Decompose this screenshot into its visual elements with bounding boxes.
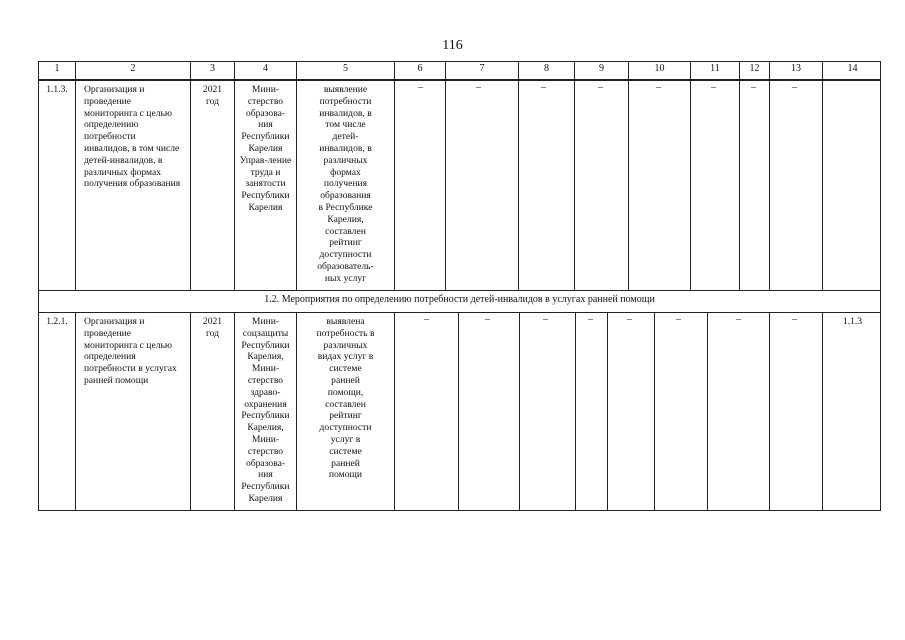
activity-name: Организация и проведение мониторинга с целью определения потребности в услугах ранней помощи bbox=[75, 313, 190, 510]
table-row bbox=[38, 312, 881, 511]
activity-name: Организация и проведение мониторинга с целью определению потребности инвалидов, в том числе детей-инвалидов, в различных формах получения образования bbox=[75, 81, 190, 290]
col-header-11: 11 bbox=[690, 62, 739, 79]
col-header-9: 9 bbox=[574, 62, 628, 79]
result-cell: выявление потребности инвалидов, в том числе детей-инвалидов, в различных формах получения образования в Республике Карелия, составлен рейтинг доступности образователь-ных услуг bbox=[296, 81, 394, 290]
col-header-3: 3 bbox=[190, 62, 234, 79]
col-header-14: 14 bbox=[822, 62, 882, 79]
col-header-1: 1 bbox=[54, 63, 60, 74]
result-cell: выявлена потребность в различных видах услуг в системе ранней помощи, составлен рейтинг доступности услуг в системе ранней помощи bbox=[296, 313, 394, 510]
year-cell: 2021 год bbox=[190, 313, 234, 510]
dash-mark: – bbox=[736, 314, 741, 325]
column-number-header bbox=[38, 61, 881, 80]
col14-cell: 1.1.3 bbox=[822, 313, 882, 510]
dash-mark: – bbox=[676, 314, 681, 325]
dash-mark: – bbox=[751, 82, 756, 93]
executor-cell: Мини-стерство образова-ния Республики Карелия Управ-ление труда и занятости Республики Карелия bbox=[234, 81, 296, 290]
dash-mark: – bbox=[792, 314, 797, 325]
dash-mark: – bbox=[541, 82, 546, 93]
year-cell: 2021 год bbox=[190, 81, 234, 290]
dash-mark: – bbox=[656, 82, 661, 93]
section-heading: 1.2. Мероприятия по определению потребности детей-инвалидов в услугах ранней помощи bbox=[38, 291, 881, 312]
col-header-13: 13 bbox=[769, 62, 822, 79]
col-header-12: 12 bbox=[739, 62, 769, 79]
dash-mark: – bbox=[711, 82, 716, 93]
dash-mark: – bbox=[543, 314, 548, 325]
dash-mark: – bbox=[598, 82, 603, 93]
dash-mark: – bbox=[588, 314, 593, 325]
page-number: 116 bbox=[442, 38, 463, 53]
dash-mark: – bbox=[485, 314, 490, 325]
executor-cell: Мини-соцзащиты Республики Карелия, Мини-стерство здраво-охранения Республики Карелия, Мини-стерство образова-ния Республики Карелия bbox=[234, 313, 296, 510]
dash-mark: – bbox=[424, 314, 429, 325]
dash-mark: – bbox=[792, 82, 797, 93]
table-row bbox=[38, 80, 881, 291]
row-number: 1.1.3. bbox=[46, 84, 68, 95]
col-header-8: 8 bbox=[518, 62, 574, 79]
col-header-10: 10 bbox=[628, 62, 690, 79]
col-header-4: 4 bbox=[234, 62, 296, 79]
col-header-6: 6 bbox=[394, 62, 445, 79]
col-header-2: 2 bbox=[75, 62, 190, 79]
row-number: 1.2.1. bbox=[46, 316, 68, 327]
col-header-5: 5 bbox=[296, 62, 394, 79]
dash-mark: – bbox=[627, 314, 632, 325]
dash-mark: – bbox=[418, 82, 423, 93]
col-header-7: 7 bbox=[445, 62, 518, 79]
col14-cell bbox=[822, 81, 882, 290]
dash-mark: – bbox=[476, 82, 481, 93]
